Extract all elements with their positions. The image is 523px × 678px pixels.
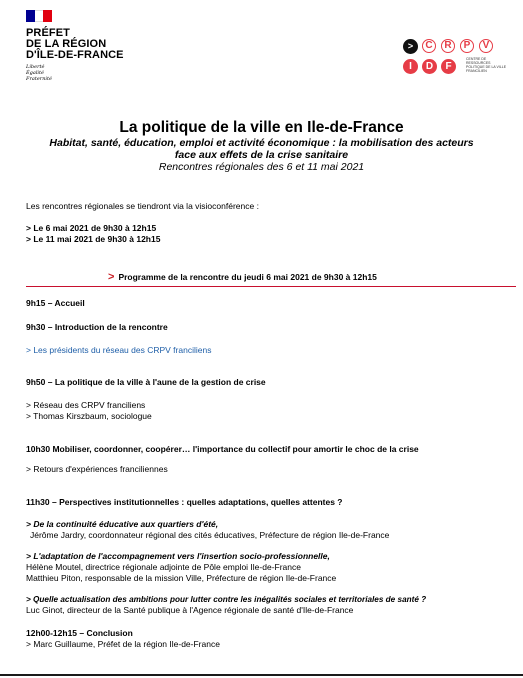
agenda-item-title: > De la continuité éducative aux quartiers d'été,: [26, 519, 219, 529]
french-flag-icon: [26, 10, 52, 22]
crpv-idf-logo: > C R P V I D F CENTRE DE RESSOURCES POLITIQUE DE LA VILLE FRANCILIEN: [403, 37, 511, 81]
agenda-item: > Retours d'expériences franciliennes: [26, 464, 168, 474]
agenda-item: > Les présidents du réseau des CRPV franciliens: [26, 345, 212, 355]
program-heading: > Programme de la rencontre du jeudi 6 mai 2021 de 9h30 à 12h15: [108, 271, 377, 283]
speaker: Matthieu Piton, responsable de la mission Ville, Préfecture de région Ile-de-France: [26, 573, 337, 583]
intro-text: Les rencontres régionales se tiendront via la visioconférence :: [26, 201, 259, 211]
speaker: Jérôme Jardry, coordonnateur régional des cités éducatives, Préfecture de région Ile-de-France: [30, 530, 390, 540]
speaker: Hélène Moutel, directrice régionale adjointe de Pôle emploi Ile-de-France: [26, 562, 301, 572]
agenda-item: > Thomas Kirszbaum, sociologue: [26, 411, 152, 421]
agenda-introduction: 9h30 – Introduction de la rencontre: [26, 322, 168, 332]
agenda-accueil: 9h15 – Accueil: [26, 298, 85, 308]
agenda-conclusion: 12h00-12h15 – Conclusion: [26, 628, 133, 638]
date-item: > Le 6 mai 2021 de 9h30 à 12h15: [26, 223, 157, 233]
prefecture-name: PRÉFET DE LA RÉGION D'ÎLE-DE-FRANCE: [26, 27, 124, 61]
divider: [26, 286, 516, 287]
page-bottom-border: [0, 674, 523, 676]
agenda-crise: 9h50 – La politique de la ville à l'aune de la gestion de crise: [26, 377, 266, 387]
prefecture-logo: [26, 10, 124, 82]
title-block: [0, 119, 523, 173]
agenda-item: > Réseau des CRPV franciliens: [26, 400, 146, 410]
page-title: La politique de la ville en Ile-de-France: [119, 119, 404, 136]
republic-motto: Liberté Égalité Fraternité: [26, 64, 52, 82]
chevron-right-icon: >: [108, 271, 115, 283]
agenda-item-title: > L'adaptation de l'accompagnement vers l'insertion socio-professionnelle,: [26, 551, 330, 561]
date-item: > Le 11 mai 2021 de 9h30 à 12h15: [26, 234, 161, 244]
arrow-circle-icon: >: [403, 39, 418, 54]
page-subtitle: Habitat, santé, éducation, emploi et activité économique : la mobilisation des acteurs face aux effets de la crise sanitaire: [49, 137, 474, 161]
agenda-perspectives: 11h30 – Perspectives institutionnelles : quelles adaptations, quelles attentes ?: [26, 497, 343, 507]
speaker: > Marc Guillaume, Préfet de la région Ile-de-France: [26, 639, 220, 649]
event-dates-subtitle: Rencontres régionales des 6 et 11 mai 2021: [158, 161, 365, 173]
agenda-item-title: > Quelle actualisation des ambitions pour lutter contre les inégalités sociales et territoriales de santé ?: [26, 595, 427, 604]
speaker: Luc Ginot, directeur de la Santé publique à l'Agence régionale de santé d'Ile-de-France: [26, 605, 354, 615]
agenda-mobiliser: 10h30 Mobiliser, coordonner, coopérer… l'importance du collectif pour amortir le choc de la crise: [26, 444, 419, 454]
